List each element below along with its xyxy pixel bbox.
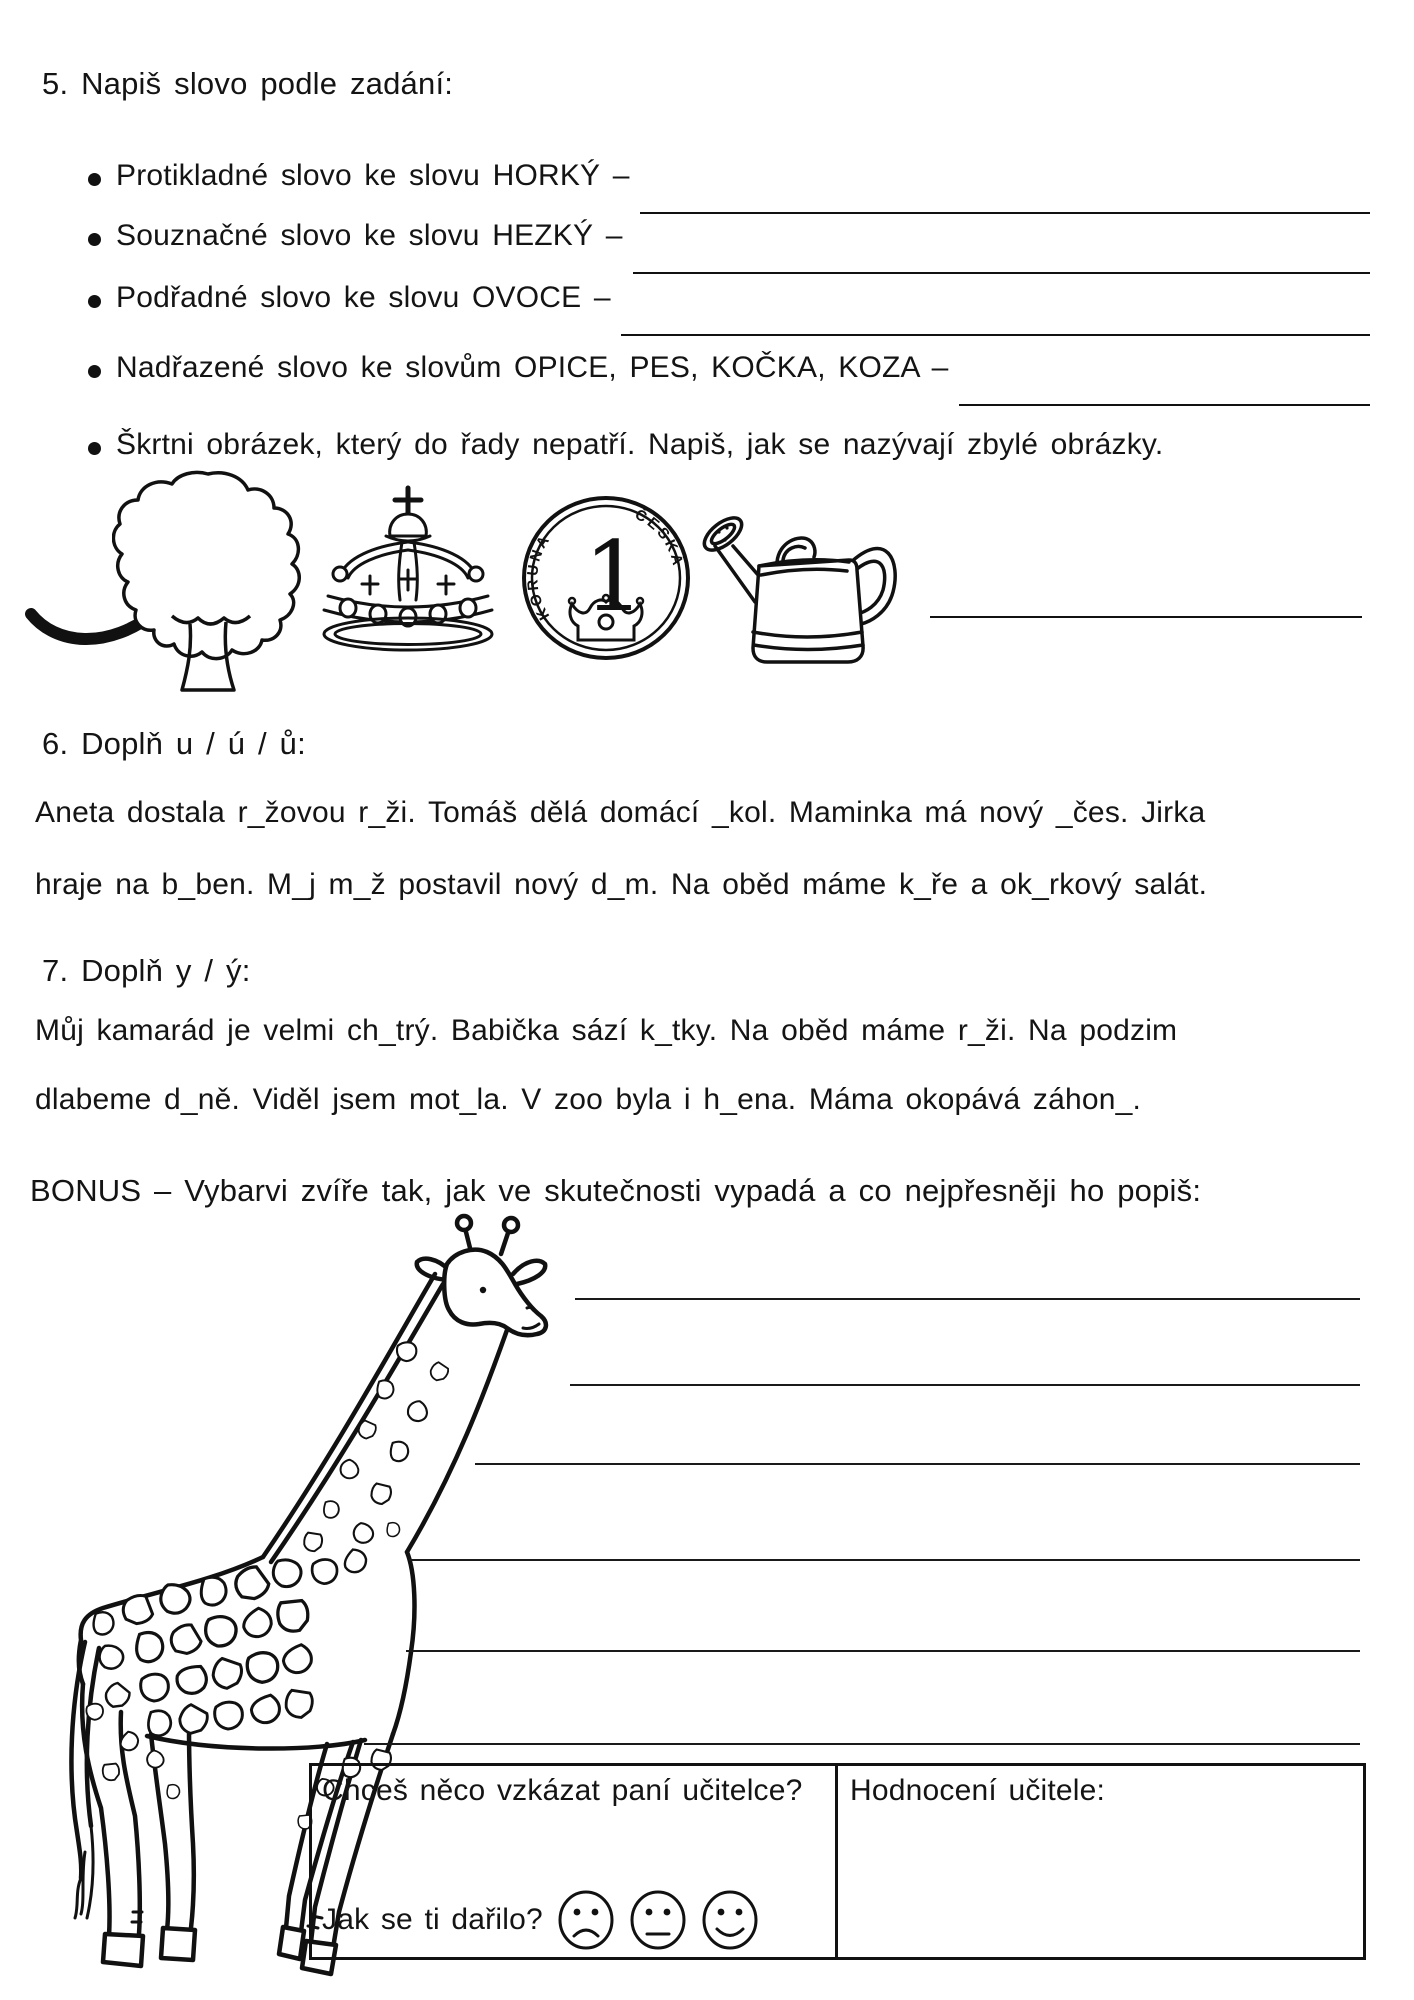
answer-line[interactable] xyxy=(633,272,1370,274)
tree-image[interactable] xyxy=(112,466,304,692)
coin-value: 1 xyxy=(583,521,645,633)
coin-text-right: ČESKÁ xyxy=(632,506,687,570)
watering-can-image[interactable] xyxy=(697,500,897,672)
happy-smiley-icon[interactable] xyxy=(701,1889,759,1951)
answer-line[interactable] xyxy=(930,616,1362,618)
bullet-item xyxy=(88,350,1370,386)
bullet-icon xyxy=(88,233,101,246)
bullet-icon xyxy=(88,365,101,378)
crown-image[interactable] xyxy=(312,484,504,654)
write-line[interactable] xyxy=(475,1463,1360,1465)
bullet-item xyxy=(88,158,1370,194)
write-line[interactable] xyxy=(575,1298,1360,1300)
message-label: Chceš něco vzkázat paní učitelce? xyxy=(322,1774,803,1807)
answer-line[interactable] xyxy=(959,404,1370,406)
answer-line[interactable] xyxy=(640,212,1370,214)
section5-heading: 5. Napiš slovo podle zadání: xyxy=(42,66,454,101)
bullet-item xyxy=(88,280,1370,316)
coin-image[interactable] xyxy=(520,494,692,662)
rating-label: Hodnocení učitele: xyxy=(850,1774,1106,1807)
write-line[interactable] xyxy=(409,1559,1360,1561)
answer-line[interactable] xyxy=(621,334,1370,336)
fill-text-line: hraje na b_ben. M_j m_ž postavil nový d_m. Na oběd máme k_ře a ok_rkový salát. xyxy=(35,868,1208,901)
write-line[interactable] xyxy=(364,1743,1360,1745)
bullet-item xyxy=(88,427,1163,463)
fill-text-line: dlabeme d_ně. Viděl jsem mot_la. V zoo byla i h_ena. Máma okopává záhon_. xyxy=(35,1083,1142,1116)
sad-smiley-icon[interactable] xyxy=(557,1889,615,1951)
bullet-text: Nadřazené slovo ke slovům OPICE, PES, KOČKA, KOZA – xyxy=(116,351,949,384)
bullet-text: Škrtni obrázek, který do řady nepatří. Napiš, jak se nazývají zbylé obrázky. xyxy=(116,428,1164,461)
teacher-rating-cell[interactable] xyxy=(838,1766,1363,1957)
bullet-icon xyxy=(88,295,101,308)
bullet-text: Souznačné slovo ke slovu HEZKÝ – xyxy=(116,219,623,252)
fill-text-line: Můj kamarád je velmi ch_trý. Babička sází k_tky. Na oběd máme r_ži. Na podzim xyxy=(35,1014,1178,1047)
feedback-box xyxy=(309,1763,1366,1960)
section6-heading: 6. Doplň u / ú / ů: xyxy=(42,726,306,761)
bonus-heading: BONUS – Vybarvi zvíře tak, jak ve skutečnosti vypadá a co nejpřesněji ho popiš: xyxy=(30,1173,1202,1208)
write-line[interactable] xyxy=(406,1650,1360,1652)
neutral-smiley-icon[interactable] xyxy=(629,1889,687,1951)
fill-text-line: Aneta dostala r_žovou r_ži. Tomáš dělá domácí _kol. Maminka má nový _čes. Jirka xyxy=(35,796,1206,829)
message-cell[interactable] xyxy=(312,1766,838,1957)
coin-text-left: KORUNA xyxy=(524,530,555,623)
write-line[interactable] xyxy=(570,1384,1360,1386)
bullet-icon xyxy=(88,173,101,186)
bullet-text: Protikladné slovo ke slovu HORKÝ – xyxy=(116,159,630,192)
how-did-it-go-label: Jak se ti dařilo? xyxy=(322,1903,543,1936)
section7-heading: 7. Doplň y / ý: xyxy=(42,953,251,988)
bullet-icon xyxy=(88,442,101,455)
bullet-item xyxy=(88,218,1370,254)
bullet-text: Podřadné slovo ke slovu OVOCE – xyxy=(116,281,611,314)
